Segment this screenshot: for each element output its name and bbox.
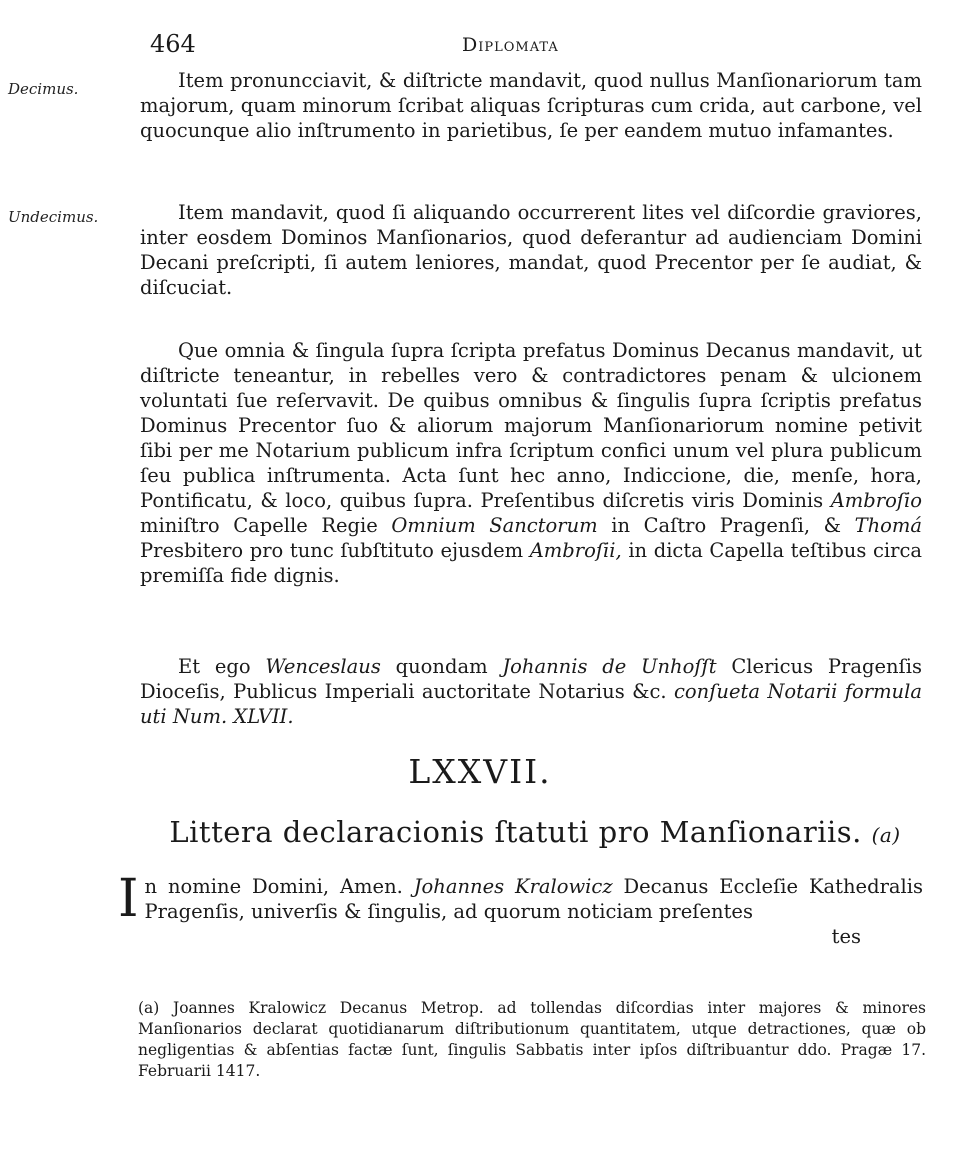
name-thoma: Thomá: [854, 514, 922, 537]
paragraph-undecimus: Item mandavit, quod ſi aliquando occurrerent lites vel diſcordie graviores, inter eosdem Dominos Manſionarios, quod deferantur ad audienciam Domini Decani preſcripti, ſi autem leniores, mandat, quod Precentor per ſe audiat, & diſcuciat.: [140, 201, 922, 299]
footnote-mark: (a): [138, 999, 160, 1017]
margin-note-decimus: Decimus.: [8, 80, 79, 98]
text-run: Decanus Eccleſie Kathedralis Pragenſis, univerſis & ſingulis, ad quorum noticiam preſentes: [144, 875, 923, 923]
text-run: in dicta Capella teſtibus circa premiſſa fide dignis.: [140, 539, 922, 587]
catchword: tes: [831, 925, 861, 948]
page-number: 464: [150, 30, 196, 58]
text-run: in Caſtro Pragenſi, &: [597, 514, 855, 537]
notary-formula-reference: conſueta Notarii formula uti Num. XLVII.: [140, 680, 922, 728]
name-ambrosii: Ambroſii,: [529, 539, 622, 562]
text-run: Presbitero pro tunc ſubſtituto ejusdem: [140, 539, 530, 562]
margin-note-undecimus: Undecimus.: [8, 208, 99, 226]
footnote-reference: (a): [871, 823, 901, 847]
name-johannes-kralowicz: Johannes Kralowicz: [413, 875, 613, 898]
text-run: quondam: [380, 655, 503, 678]
section-title: [140, 815, 930, 849]
name-ambrosius: Ambroſio: [830, 489, 922, 512]
text-run: Que omnia & ſingula ſupra ſcripta prefatus Dominus Decanus mandavit, ut diſtricte teneantur, in rebelles vero & contradictores penam & ulcionem voluntati ſue reſervavit. De quibus omnibus & ſingulis ſupra ſcriptis prefatus Dominus Precentor ſuo & aliorum majorum Manſionariorum nomine petivit ſibi per me Notarium publicum infra ſcriptum confici unum vel plura publicum ſeu publica inſtrumenta. Acta ſunt hec anno, Indiccione, die, menſe, hora, Pontificatu, & loco, quibus ſupra. Preſentibus diſcretis viris Dominis: [140, 339, 922, 512]
section-title-text: Littera declaracionis ſtatuti pro Manſionariis.: [169, 815, 862, 849]
paragraph-notary: [140, 654, 922, 729]
text-run: Clericus Pragenſis Dioceſis, Publicus Imperiali auctoritate Notarius &c.: [140, 655, 922, 703]
name-wenceslaus: Wenceslaus: [265, 655, 381, 678]
running-title: Diplomata: [462, 34, 559, 56]
name-johannis-de-unhosst: Johannis de Unhoſſt: [502, 655, 717, 678]
footnote-text: Joannes Kralowicz Decanus Metrop. ad tollendas diſcordias inter majores & minores Manſionarios declarat quotidianarum diſtributionum quantitatem, utque detractiones, quæ ob negligentias & abſentias factæ ſunt, ſingulis Sabbatis inter ipſos diſtribuantur ddo. Pragæ 17. Februarii 1417.: [138, 999, 926, 1080]
running-head: [150, 30, 850, 62]
opening-paragraph: [118, 869, 923, 949]
footnote: [138, 998, 926, 1082]
paragraph-decimus: Item pronuncciavit, & diſtricte mandavit, quod nullus Manſionariorum tam majorum, quam minorum ſcribat aliquas ſcripturas cum crida, aut carbone, vel quocunque alio inſtrumento in parietibus, ſe per eandem mutuo infamantes.: [140, 69, 922, 142]
section-number: LXXVII.: [408, 752, 552, 791]
paragraph-mandate: [140, 338, 922, 588]
name-omnium-sanctorum: Omnium Sanctorum: [391, 514, 598, 537]
text-run: miniſtro Capelle Regie: [140, 514, 392, 537]
drop-cap: I: [118, 869, 139, 929]
text-run: Et ego: [178, 655, 266, 678]
text-run: n nomine Domini, Amen.: [144, 875, 414, 898]
